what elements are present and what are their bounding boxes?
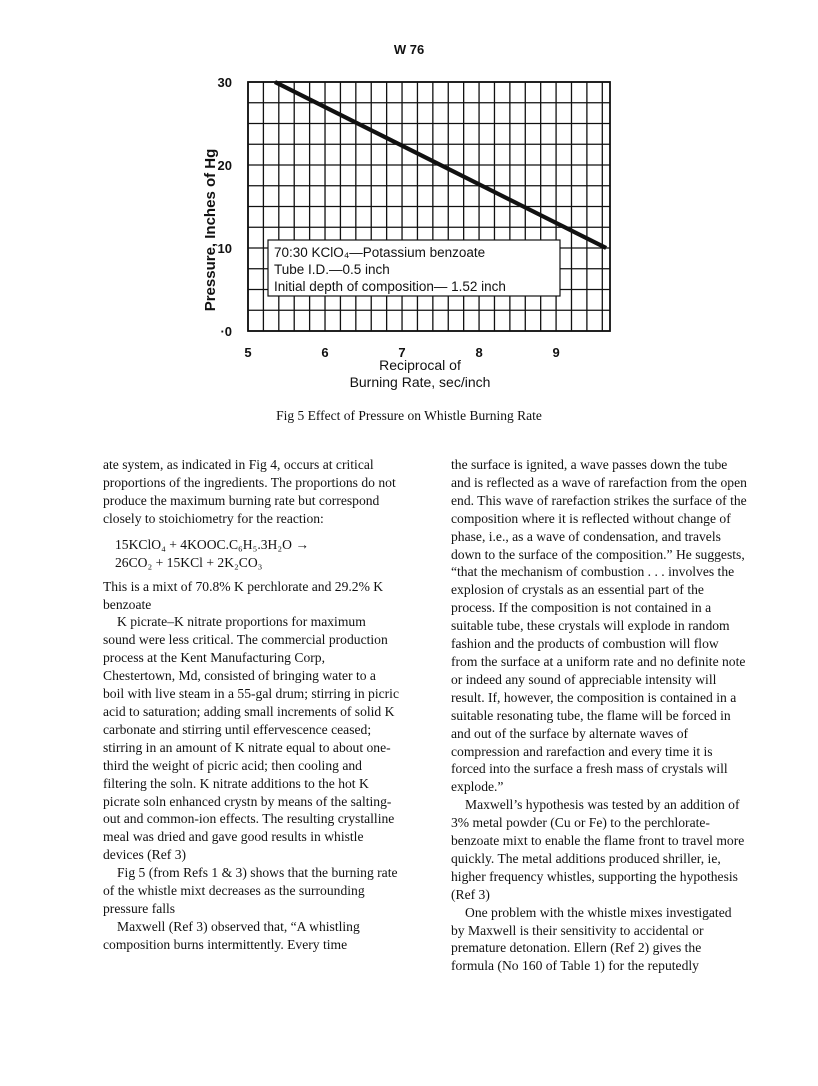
equation-line-1: 15KClO₄ + 4KOOC.C₆H₅.3H₂O → [115, 536, 309, 552]
y-axis-label: Pressure, Inches of Hg [202, 148, 219, 312]
x-tick-label: 7 [398, 345, 406, 360]
equation-line-2: 26CO₂ + 15KCl + 2K₂CO₃ [115, 554, 263, 570]
left-paragraph-4: Fig 5 (from Refs 1 & 3) shows that the burning rate of the whistle mixt decreases as the surrounding pressure falls [103, 865, 398, 916]
x-axis-label-line-2: Burning Rate, sec/inch [349, 374, 491, 390]
y-tick-label: 30 [217, 75, 232, 90]
y-tick-label: ·0 [220, 324, 232, 339]
left-paragraph-1: ate system, as indicated in Fig 4, occurs at critical proportions of the ingredients. The proportions do not produce the maximum burning rate but correspond closely to stoichiometry for the reaction: [103, 457, 396, 526]
right-paragraph-3: One problem with the whistle mixes investigated by Maxwell is their sensitivity to accidental or premature detonation. Ellern (Ref 2) gives the formula (No 160 of Table 1) for the reputedly [451, 904, 732, 974]
left-text-column [103, 456, 399, 954]
annotation-line-2: Tube I.D.—0.5 inch [274, 262, 390, 277]
pressure-vs-burning-rate-chart [190, 70, 640, 400]
left-paragraph-5: Maxwell (Ref 3) observed that, “A whistling composition burns intermittently. Every time [103, 918, 360, 952]
x-tick-label: 8 [475, 345, 483, 360]
annotation-line-3: Initial depth of composition— 1.52 inch [274, 279, 506, 294]
left-paragraph-2: This is a mixt of 70.8% K perchlorate and 29.2% K benzoate [103, 578, 384, 612]
right-text-column [451, 456, 747, 975]
x-tick-label: 6 [321, 345, 329, 360]
chart-annotation-box [268, 240, 560, 296]
page-header: W 76 [393, 42, 425, 57]
x-axis-label-line-1: Reciprocal of [379, 357, 461, 373]
y-tick-label: 20 [217, 158, 232, 173]
right-paragraph-1: the surface is ignited, a wave passes down the tube and is reflected as a wave of rarefaction from the open end. This wave of rarefaction strikes the surface of the composition where it is reflected without change of phase, i.e., as a wave of condensation, and travels down to the surface of the composition.” He suggests, “that the mechanism of combustion . . . involves the explosion of crystals as an essential part of the process. If the composition is not contained in a suitable tube, these crystals will explode in random fashion and the products of combustion will flow from the surface at a uniform rate and no definite note or indeed any sound of appreciable intensity will result. If, however, the composition is contained in a suitable resonating tube, the flame will be forced in and out of the surface by alternate waves of compression and rarefaction and every time it is forced into the surface a fresh mass of crystals will explode.” [451, 457, 747, 795]
right-paragraph-2: Maxwell’s hypothesis was tested by an addition of 3% metal powder (Cu or Fe) to the perchlorate-benzoate mixt to enable the flame front to travel more quickly. The metal additions produced shriller, ie, higher frequency whistles, supporting the hypothesis (Ref 3) [451, 797, 745, 902]
y-tick-label: 10 [217, 241, 232, 256]
x-tick-label: 5 [244, 345, 252, 360]
left-paragraph-3: K picrate–K nitrate proportions for maximum sound were less critical. The commercial production process at the Kent Manufacturing Corp, Chestertown, Md, consisted of bringing water to a boil with live steam in a 55-gal drum; stirring in picric acid to saturation; adding small increments of solid K carbonate and stirring until effervescence ceased; stirring in an amount of K nitrate equal to about one-third the weight of picric acid; then cooling and filtering the soln. K nitrate additions to the hot K picrate soln enhanced crystn by means of the salting-out and common-ion effects. The resulting crystalline meal was dried and gave good results in whistle devices (Ref 3) [103, 614, 399, 863]
x-tick-label: 9 [552, 345, 560, 360]
chart-tick-labels [218, 75, 560, 360]
figure-caption: Fig 5 Effect of Pressure on Whistle Burning Rate [276, 408, 542, 423]
reaction-equation [103, 536, 399, 572]
annotation-line-1: 70:30 KClO₄—Potassium benzoate [274, 245, 486, 260]
